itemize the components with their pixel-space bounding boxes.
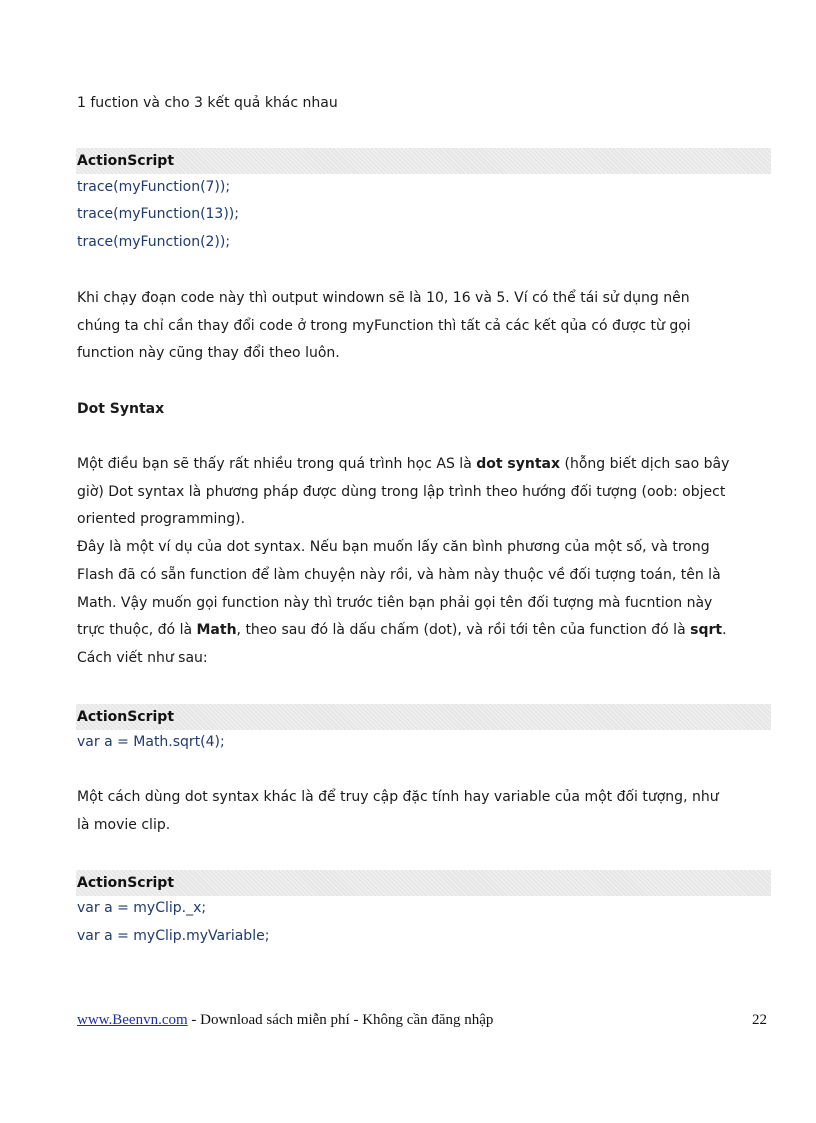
paragraph-text: . bbox=[722, 622, 727, 638]
paragraph-line bbox=[77, 620, 727, 640]
code-block-3-header bbox=[76, 870, 771, 896]
code-block-2-header bbox=[76, 704, 771, 730]
bold-term: dot syntax bbox=[476, 456, 561, 472]
code-block-3-title: ActionScript bbox=[77, 875, 175, 891]
paragraph-line: Đây là một ví dụ của dot syntax. Nếu bạn muốn lấy căn bình phương của một số, và trong bbox=[77, 539, 710, 555]
paragraph-line: Khi chạy đoạn code này thì output windown sẽ là 10, 16 và 5. Ví có thể tái sử dụng nên bbox=[77, 290, 690, 306]
code-block-1-header bbox=[76, 148, 771, 174]
paragraph-line: function này cũng thay đổi theo luôn. bbox=[77, 345, 340, 361]
bold-term: sqrt bbox=[690, 622, 723, 638]
paragraph-line: giờ) Dot syntax là phương pháp được dùng trong lập trình theo hướng đối tượng (oob: object bbox=[77, 484, 726, 500]
bold-term: Math bbox=[196, 622, 237, 638]
section-heading: Dot Syntax bbox=[77, 401, 165, 417]
code-line: trace(myFunction(2)); bbox=[77, 234, 231, 250]
paragraph-text: , theo sau đó là dấu chấm (dot), và rồi tới tên của function đó là bbox=[236, 622, 691, 638]
paragraph-text: (hỗng biết dịch sao bây bbox=[560, 456, 730, 472]
site-link[interactable]: www.Beenvn.com bbox=[77, 1012, 188, 1028]
intro-line: 1 fuction và cho 3 kết quả khác nhau bbox=[77, 95, 338, 111]
paragraph-line: oriented programming). bbox=[77, 511, 246, 527]
paragraph-text: trực thuộc, đó là bbox=[77, 622, 197, 638]
code-line: trace(myFunction(13)); bbox=[77, 206, 239, 222]
code-line: var a = Math.sqrt(4); bbox=[77, 734, 225, 750]
paragraph-line: Cách viết như sau: bbox=[77, 650, 208, 666]
code-block-1-title: ActionScript bbox=[77, 153, 175, 169]
code-line: trace(myFunction(7)); bbox=[77, 179, 231, 195]
paragraph-line: là movie clip. bbox=[77, 817, 171, 833]
page-footer bbox=[77, 1010, 493, 1030]
paragraph-text: Một điều bạn sẽ thấy rất nhiều trong quá trình học AS là bbox=[77, 456, 477, 472]
code-line: var a = myClip._x; bbox=[77, 900, 207, 916]
paragraph-line: chúng ta chỉ cần thay đổi code ở trong myFunction thì tất cả các kết qủa có được từ gọi bbox=[77, 318, 691, 334]
code-line: var a = myClip.myVariable; bbox=[77, 928, 270, 944]
page-number: 22 bbox=[752, 1012, 767, 1028]
footer-tagline: - Download sách miễn phí - Không cần đăng nhập bbox=[187, 1012, 494, 1028]
paragraph-line: Math. Vậy muốn gọi function này thì trước tiên bạn phải gọi tên đối tượng mà fucntion này bbox=[77, 595, 713, 611]
paragraph-line bbox=[77, 454, 729, 474]
paragraph-line: Một cách dùng dot syntax khác là để truy cập đặc tính hay variable của một đối tượng, như bbox=[77, 789, 719, 805]
code-block-2-title: ActionScript bbox=[77, 709, 175, 725]
paragraph-line: Flash đã có sẵn function để làm chuyện này rồi, và hàm này thuộc về đối tượng toán, tên là bbox=[77, 567, 721, 583]
